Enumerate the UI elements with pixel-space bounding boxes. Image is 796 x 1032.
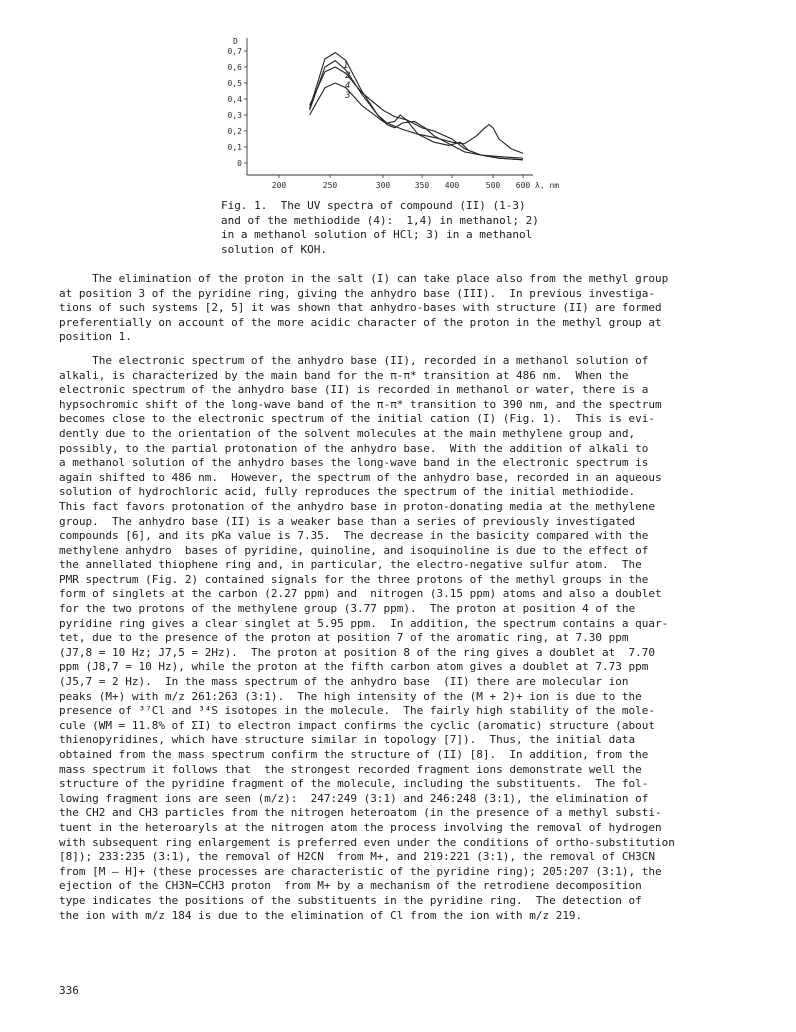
text-line: cule (WM = 11.8% of ΣI) to electron impact confirms the cyclic (aromatic) structure (about <box>59 718 656 732</box>
text-line: pyridine ring gives a clear singlet at 5.95 ppm. In addition, the spectrum contains a quar- <box>59 616 669 630</box>
text-line: electronic spectrum of the anhydro base (II) is recorded in methanol or water, there is a <box>59 383 649 397</box>
figure-caption <box>221 199 591 257</box>
y-tick-label: 0,3 <box>227 111 242 120</box>
text-line: (J5,7 = 2 Hz). In the mass spectrum of the anhydro base (II) there are molecular ion <box>59 675 629 689</box>
text-line: ejection of the CH3N=CCH3 proton from M+ by a mechanism of the retrodiene decomposition <box>59 879 642 893</box>
text-line: tions of such systems [2, 5] it was shown that anhydro-bases with structure (II) are formed <box>59 301 662 315</box>
text-line: presence of ³⁷Cl and ³⁴S isotopes in the molecule. The fairly high stability of the mole- <box>59 704 656 718</box>
x-tick-label: 350 <box>414 181 430 190</box>
text-line: peaks (M+) with m/z 261:263 (3:1). The high intensity of the (M + 2)+ ion is due to the <box>59 689 642 703</box>
text-line: ppm (J8,7 = 10 Hz), while the proton at the fifth carbon atom gives a doublet at 7.73 ppm <box>59 660 649 674</box>
page-number: 336 <box>59 984 79 997</box>
text-line: the CH2 and CH3 particles from the nitrogen heteroatom (in the presence of a methyl substi- <box>59 806 662 820</box>
paragraph <box>59 272 749 345</box>
text-line: with subsequent ring enlargement is preferred even under the conditions of ortho-substitution <box>59 835 675 849</box>
curve-label-2: 2 <box>345 71 351 81</box>
text-line: thienopyridines, which have structure similar in topology [7]). Thus, the initial data <box>59 733 636 747</box>
text-line: dently due to the orientation of the solvent molecules at the main methylene group and, <box>59 426 636 440</box>
curve-label-4: 4 <box>345 81 351 91</box>
y-tick-label: 0,4 <box>227 95 242 104</box>
caption-line: in a methanol solution of HCl; 3) in a methanol <box>221 228 533 242</box>
text-line: (J7,8 = 10 Hz; J7,5 = 2Hz). The proton at position 8 of the ring gives a doublet at 7.70 <box>59 645 656 659</box>
text-line: a methanol solution of the anhydro bases the long-wave band in the electronic spectrum is <box>59 456 649 470</box>
text-line: possibly, to the partial protonation of the anhydro base. With the addition of alkali to <box>59 441 649 455</box>
text-line: again shifted to 486 nm. However, the spectrum of the anhydro base, recorded in an aqueous <box>59 470 662 484</box>
text-line: hypsochromic shift of the long-wave band of the π-π* transition to 390 nm, and the spectrum <box>59 397 662 411</box>
y-tick-label: 0,5 <box>227 79 242 88</box>
y-tick-label: 0,6 <box>227 63 242 72</box>
text-line: at position 3 of the pyridine ring, giving the anhydro base (III). In previous investiga- <box>59 286 656 300</box>
text-line: obtained from the mass spectrum confirm the structure of (II) [8]. In addition, from the <box>59 748 649 761</box>
text-line: solution of hydrochloric acid, fully reproduces the spectrum of the initial methiodide. <box>59 485 636 499</box>
text-line: compounds [6], and its pKa value is 7.35. The decrease in the basicity compared with the <box>59 529 649 543</box>
spectrum-curve-2 <box>310 61 523 160</box>
text-line: This fact favors protonation of the anhydro base in proton-donating media at the methylene <box>59 499 656 513</box>
text-line: the ion with m/z 184 is due to the elimination of Cl from the ion with m/z 219. <box>59 908 583 922</box>
x-tick-label: 400 <box>444 181 460 190</box>
text-line: from [M — H]+ (these processes are characteristic of the pyridine ring); 205:207 (3:1), the <box>59 864 662 878</box>
y-tick-label: 0,7 <box>227 47 242 56</box>
x-tick-label: 250 <box>322 181 338 190</box>
text-line: [8]); 233:235 (3:1), the removal of H2CN from M+, and 219:221 (3:1), the removal of CH3CN <box>59 850 656 864</box>
text-line: The elimination of the proton in the salt (I) can take place also from the methyl group <box>59 272 669 285</box>
y-tick-label: 0,1 <box>227 143 242 152</box>
text-line: structure of the pyridine fragment of the molecule, including the substituents. The fol- <box>59 777 649 791</box>
caption-line: and of the methiodide (4): 1,4) in methanol; 2) <box>221 213 539 227</box>
x-tick-label: 300 <box>375 181 391 190</box>
x-tick-label: 500 <box>485 181 501 190</box>
caption-line: Fig. 1. The UV spectra of compound (II) (1-3) <box>221 199 526 212</box>
text-line: for the two protons of the methylene group (3.77 ppm). The proton at position 4 of the <box>59 602 636 616</box>
text-line: tet, due to the presence of the proton at position 7 of the aromatic ring, at 7.30 ppm <box>59 631 629 645</box>
caption-line: solution of KOH. <box>221 242 327 256</box>
spectrum-curve-1 <box>310 53 523 159</box>
uv-spectra-chart <box>215 30 560 198</box>
x-tick-label: 600 <box>515 181 531 190</box>
text-line: alkali, is characterized by the main band for the π-π* transition at 486 nm. When the <box>59 368 629 382</box>
text-line: methylene anhydro bases of pyridine, quinoline, and isoquinoline is due to the effect of <box>59 543 649 557</box>
text-line: PMR spectrum (Fig. 2) contained signals for the three protons of the methyl groups in the <box>59 572 649 586</box>
y-axis-label: D <box>233 37 238 46</box>
text-line: position 1. <box>59 330 132 344</box>
text-line: form of singlets at the carbon (2.27 ppm) and nitrogen (3.15 ppm) atoms and also a doublet <box>59 587 662 601</box>
article-body <box>59 272 749 932</box>
x-axis-label: λ, nm <box>535 181 560 190</box>
text-line: preferentially on account of the more acidic character of the proton in the methyl group at <box>59 315 662 329</box>
text-line: lowing fragment ions are seen (m/z): 247:249 (3:1) and 246:248 (3:1), the elimination of <box>59 791 649 805</box>
curve-label-3: 3 <box>345 91 351 101</box>
paragraph <box>59 354 749 923</box>
spectrum-curve-4 <box>310 67 523 160</box>
text-line: The electronic spectrum of the anhydro base (II), recorded in a methanol solution of <box>59 353 649 367</box>
uv-spectra-figure <box>215 30 560 198</box>
spectrum-curve-3 <box>310 83 523 153</box>
text-line: the annellated thiophene ring and, in particular, the electro-negative sulfur atom. The <box>59 558 642 572</box>
text-line: mass spectrum it follows that the strongest recorded fragment ions demonstrate well the <box>59 762 642 776</box>
text-line: becomes close to the electronic spectrum of the initial cation (I) (Fig. 1). This is evi- <box>59 412 656 426</box>
y-tick-label: 0 <box>237 159 242 168</box>
text-line: type indicates the positions of the substituents in the pyridine ring. The detection of <box>59 893 642 907</box>
y-tick-label: 0,2 <box>227 127 242 136</box>
text-line: group. The anhydro base (II) is a weaker base than a series of previously investigated <box>59 514 636 528</box>
x-tick-label: 200 <box>271 181 287 190</box>
curve-label-1: 1 <box>343 61 349 71</box>
text-line: tuent in the heteroaryls at the nitrogen atom the process involving the removal of hydrogen <box>59 820 662 834</box>
